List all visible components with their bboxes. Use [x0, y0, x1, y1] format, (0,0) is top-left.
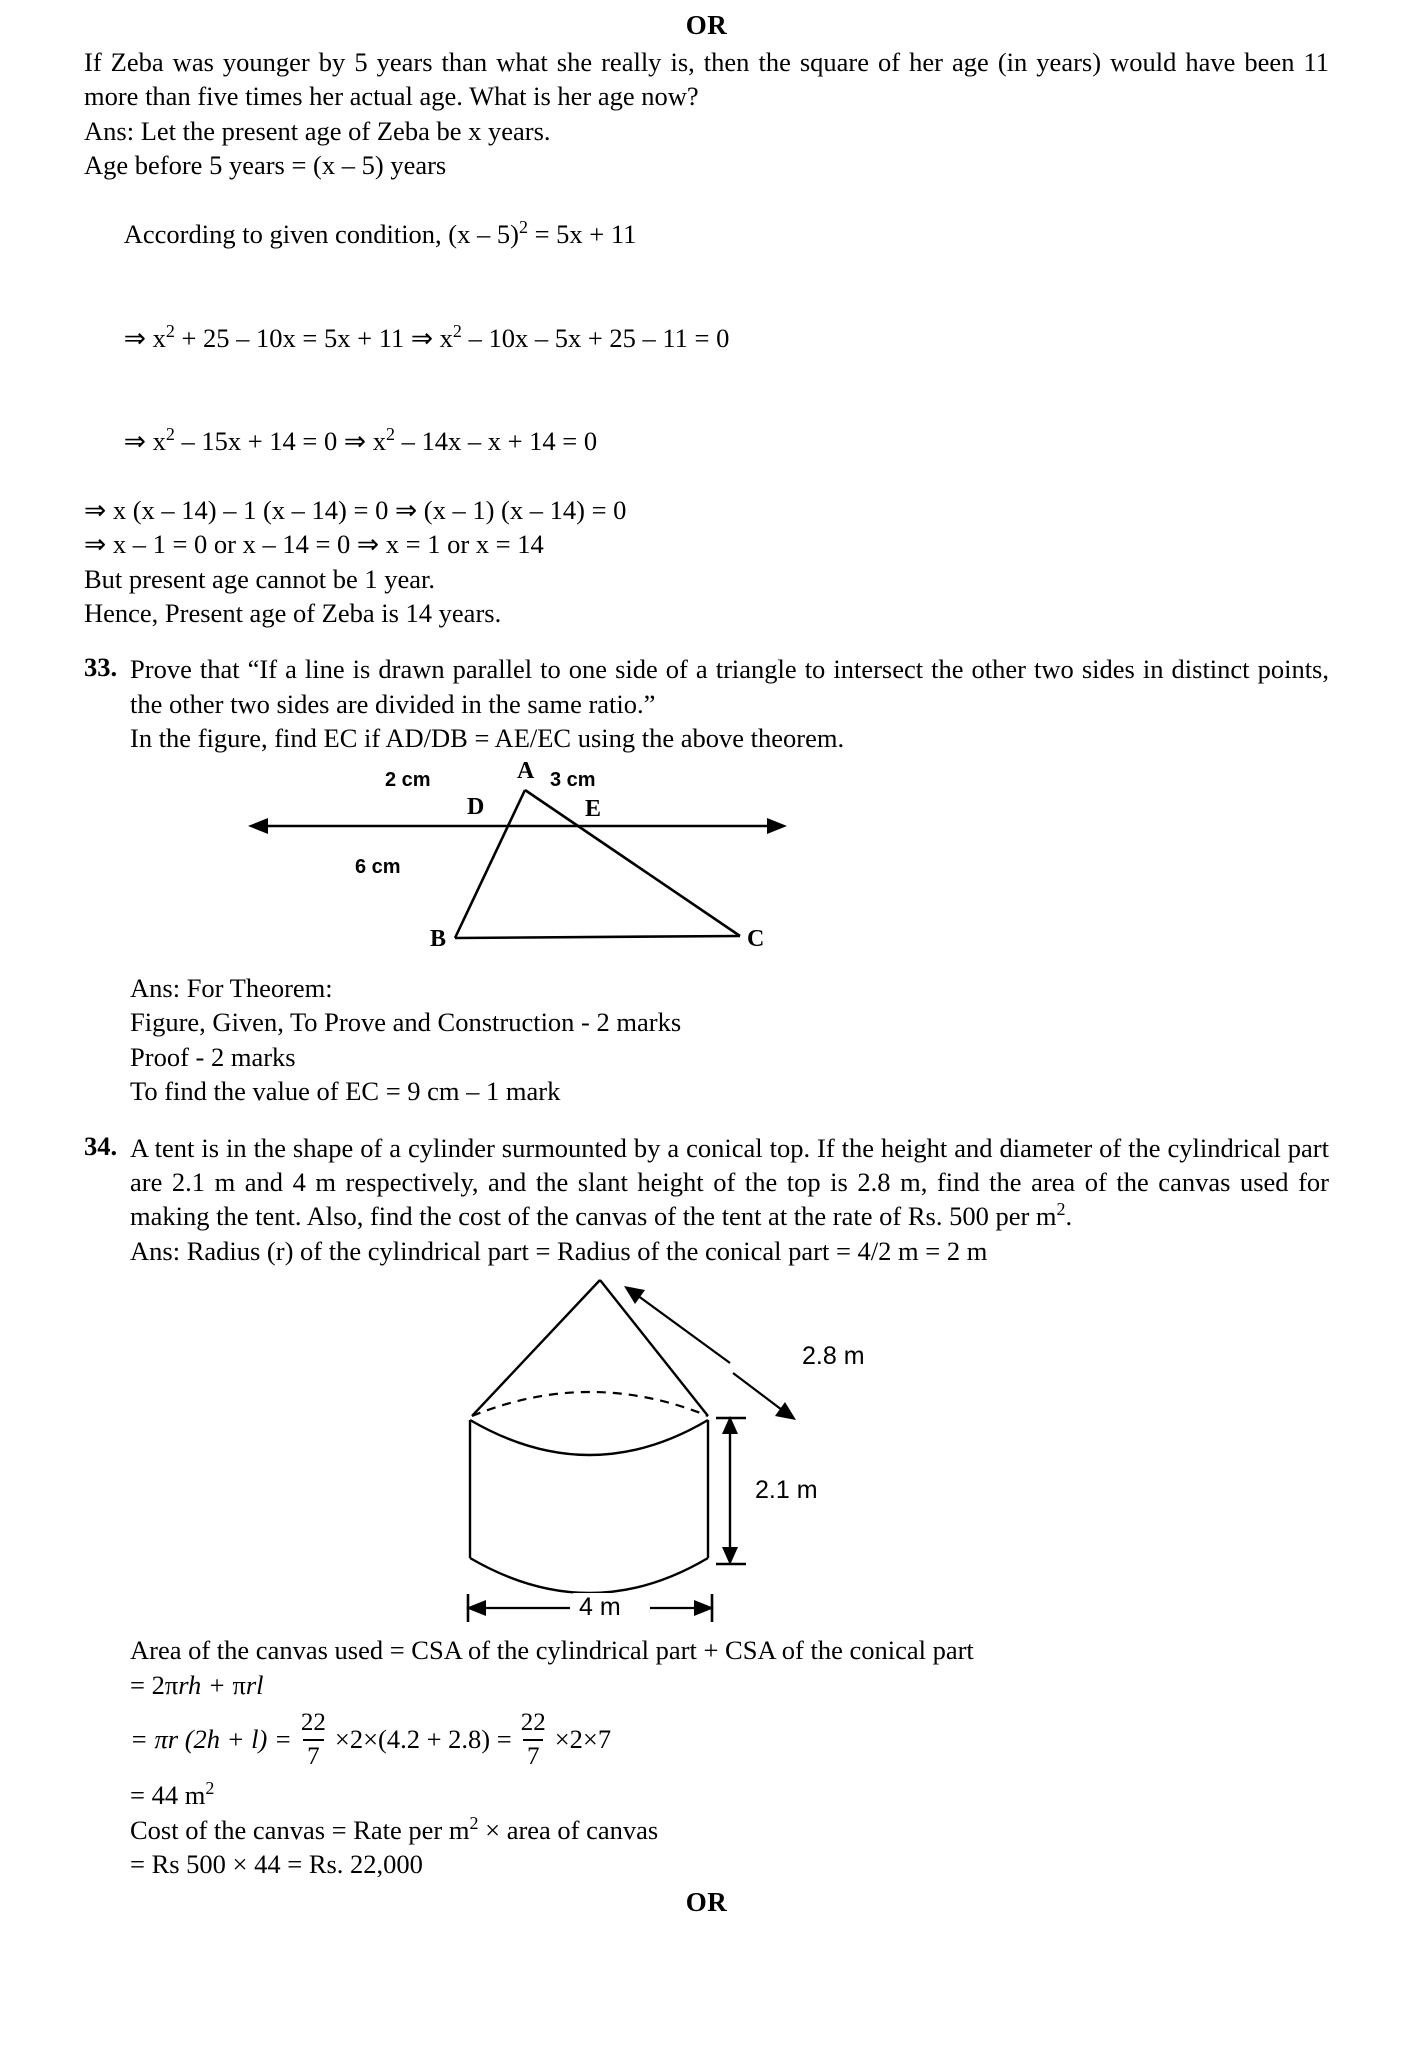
q32-closing-line-2: Hence, Present age of Zeba is 14 years.: [84, 598, 502, 628]
q33-answer-line-3: Proof - 2 marks: [130, 1041, 296, 1072]
tent-figure: [130, 1268, 1329, 1633]
arrow-right-icon: [767, 818, 787, 834]
cost-prefix: Cost of the canvas = Rate per m: [130, 1814, 470, 1845]
question-32-or-block: [84, 45, 1329, 630]
q33-answer-line-2: Figure, Given, To Prove and Construction - 2 marks: [130, 1007, 682, 1038]
question-33-number: 33.: [84, 652, 118, 683]
question-34-text: [130, 1131, 1329, 1234]
frac2-denominator: 7: [523, 1739, 544, 1772]
question-34-number: 34.: [84, 1130, 118, 1161]
q34-result-line: [130, 1778, 1329, 1812]
triangle-figure-svg: [130, 756, 1330, 971]
step2-seg3: – 14x – x + 14 = 0: [394, 425, 598, 456]
cone-base-back-arc: [472, 1392, 708, 1416]
arrow-left-icon: [248, 818, 268, 834]
cylinder-height-label: 2.1 m: [755, 1476, 818, 1505]
tent-figure-svg: [130, 1268, 1330, 1633]
side-AB: [455, 790, 525, 938]
length-label-AD: 2 cm: [385, 768, 431, 791]
q32-condition-line: [84, 183, 1329, 286]
frac2-numerator: 22: [520, 1709, 546, 1737]
fraction-22-over-7-first: [297, 1708, 330, 1772]
triangle-figure: [130, 756, 1329, 971]
slant-arrow-upper-line: [630, 1290, 730, 1363]
q34-text-suffix: .: [1065, 1201, 1073, 1232]
q32-answer-line-2: Age before 5 years = (x – 5) years: [84, 150, 447, 181]
q32-step-1: [84, 286, 1329, 389]
result-exponent: 2: [205, 1778, 215, 1799]
side-AC: [525, 790, 740, 936]
frac1-numerator: 22: [300, 1709, 326, 1737]
length-label-AE: 3 cm: [550, 768, 596, 791]
q32-answer-line-1: Ans: Let the present age of Zeba be x years.: [84, 115, 551, 146]
question-33-text: Prove that “If a line is drawn parallel to one side of a triangle to intersect the other two sides in distinct points, the other two sides are divided in the same ratio.”: [130, 654, 1329, 719]
fraction-22-over-7-second: [517, 1708, 550, 1772]
slant-arrow-up-icon: [624, 1286, 645, 1304]
or-divider-bottom: OR: [685, 1887, 728, 1918]
q32-step-2: [84, 389, 1329, 492]
q32-question-text: If Zeba was younger by 5 years than what she really is, then the square of her age (in years) would have been 11 more than five times her actual age. What is her age now?: [84, 47, 1329, 112]
formula1-pi-2: π: [232, 1669, 246, 1700]
q32-closing-line-1: But present age cannot be 1 year.: [84, 563, 435, 594]
vertex-label-B: B: [430, 925, 447, 952]
content-column: [84, 10, 1329, 1922]
q34-area-line: Area of the canvas used = CSA of the cylindrical part + CSA of the conical part: [130, 1635, 974, 1666]
cylinder-top-front-arc: [470, 1420, 708, 1455]
formula2-tail: ×2×7: [554, 1724, 612, 1755]
formula1-suffix: rl: [245, 1669, 264, 1700]
cylinder-bottom-front-arc: [470, 1558, 708, 1593]
q32-condition-suffix: = 5x + 11: [527, 219, 637, 250]
q34-radius-line: Ans: Radius (r) of the cylindrical part = Radius of the conical part = 4/2 m = 2 m: [130, 1235, 988, 1266]
q34-cost-total-line: = Rs 500 × 44 = Rs. 22,000: [130, 1849, 423, 1879]
height-arrow-down-icon: [722, 1547, 738, 1565]
question-33-subtext: In the figure, find EC if AD/DB = AE/EC using the above theorem.: [130, 723, 845, 754]
step1-sup1: 2: [165, 320, 175, 341]
length-label-DB: 6 cm: [355, 855, 401, 878]
step1-seg1: ⇒ x: [123, 322, 166, 353]
q32-step-3: ⇒ x (x – 14) – 1 (x – 14) = 0 ⇒ (x – 1) (x – 14) = 0: [84, 494, 627, 525]
slant-height-label: 2.8 m: [802, 1342, 865, 1371]
q32-condition-prefix: According to given condition, (x – 5): [123, 219, 519, 250]
cone-left-edge: [472, 1280, 600, 1416]
step2-seg2: – 15x + 14 = 0 ⇒ x: [174, 425, 386, 456]
q33-answer-line-1: Ans: For Theorem:: [130, 972, 333, 1003]
q34-formula-line-2: [130, 1708, 1329, 1772]
step2-sup1: 2: [165, 423, 175, 444]
formula1-pi-1: π: [164, 1669, 179, 1700]
step2-sup2: 2: [385, 423, 395, 444]
step1-sup2: 2: [452, 320, 462, 341]
slant-arrow-down-icon: [775, 1402, 796, 1420]
point-label-E: E: [585, 795, 602, 822]
question-33-block: [84, 652, 1329, 1108]
frac1-denominator: 7: [303, 1739, 324, 1772]
q34-cost-line: [130, 1813, 1329, 1847]
formula1-prefix: = 2: [130, 1669, 165, 1700]
formula1-mid: rh +: [178, 1669, 233, 1700]
vertex-label-A: A: [517, 757, 535, 784]
q33-answer-line-4: To find the value of EC = 9 cm – 1 mark: [130, 1076, 561, 1107]
question-34-block: [84, 1131, 1329, 1882]
formula2-lead: = πr (2h + l) =: [130, 1724, 292, 1755]
q32-step-4: ⇒ x – 1 = 0 or x – 14 = 0 ⇒ x = 1 or x = 14: [84, 529, 544, 560]
diameter-label: 4 m: [573, 1593, 627, 1622]
point-label-D: D: [467, 793, 485, 820]
step1-seg3: – 10x – 5x + 25 – 11 = 0: [461, 322, 730, 353]
q34-text-exponent: 2: [1056, 1199, 1066, 1220]
side-BC: [455, 936, 740, 938]
step2-seg1: ⇒ x: [123, 425, 166, 456]
q32-condition-exponent: 2: [518, 217, 528, 238]
cost-exponent: 2: [469, 1812, 479, 1833]
cone-right-edge: [600, 1280, 708, 1416]
cost-suffix: × area of canvas: [478, 1814, 659, 1845]
formula2-mid: ×2×(4.2 + 2.8) =: [334, 1724, 512, 1755]
or-divider-top: OR: [685, 10, 728, 40]
q34-formula-line-1: [130, 1668, 1329, 1702]
result-prefix: = 44 m: [130, 1780, 206, 1811]
vertex-label-C: C: [747, 925, 765, 952]
step1-seg2: + 25 – 10x = 5x + 11 ⇒ x: [174, 322, 453, 353]
q34-text-prefix: A tent is in the shape of a cylinder surmounted by a conical top. If the height and diameter of the cylindrical part are 2.1 m and 4 m respectively, and the slant height of the top is 2.8 m, find the area of the canvas used for making the tent. Also, find the cost of the canvas of the tent at the rate of Rs. 500 per m: [130, 1132, 1329, 1232]
